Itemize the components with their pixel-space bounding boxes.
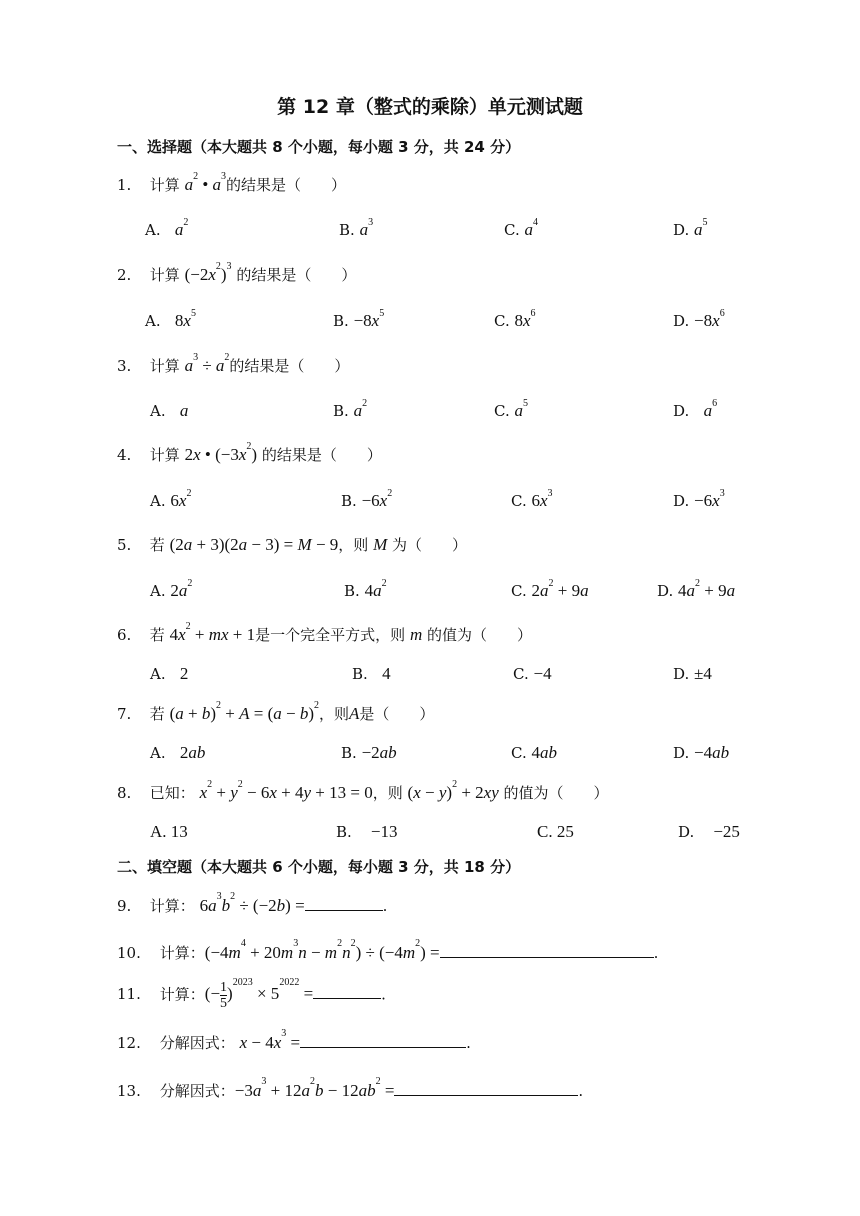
option-d[interactable]: D. ±4 xyxy=(673,664,712,683)
question-number: 2. xyxy=(117,266,132,284)
option-letter: A. xyxy=(150,402,166,420)
option-c[interactable]: C. $6x^3$ xyxy=(511,488,553,510)
question-text: 的值为（ ） xyxy=(427,626,533,644)
option-letter: B. xyxy=(333,312,349,330)
question-5: 5. 若 (2a + 3)(2a − 3) = M − 9，则 M 为（ ） xyxy=(117,535,468,554)
math-expression: $(-2x^2)^3$ xyxy=(184,261,232,284)
option-letter: D. xyxy=(673,221,690,239)
option-letter: D. xyxy=(673,312,690,330)
question-11: 11. 计算：(− $\frac{1}{5}$ )$^{2023} \times 5^{2022}$ = . xyxy=(117,977,386,1011)
option-a[interactable]: A. $2a^2$ xyxy=(150,578,193,600)
question-3 xyxy=(117,352,350,376)
question-number: 8. xyxy=(117,784,132,802)
math-expression: $a^3 \div a^2$ xyxy=(184,352,230,375)
question-text: 分解因式： xyxy=(159,1034,235,1052)
option-letter: D. xyxy=(673,665,690,683)
question-text: 计算 xyxy=(149,357,180,375)
math-expression: $x - 4x^3$ = xyxy=(239,1028,301,1052)
option-letter: A. xyxy=(150,492,166,510)
option-c[interactable]: C. 25 xyxy=(537,822,574,841)
question-text: 是一个完全平方式，则 xyxy=(255,626,406,644)
math-expression: $-3a^3 + 12a^2b - 12ab^2$ = xyxy=(234,1076,395,1100)
question-text: ，则 xyxy=(319,705,350,723)
answer-blank[interactable] xyxy=(313,982,381,999)
option-letter: C. xyxy=(513,665,529,683)
option-letter: D. xyxy=(673,402,690,420)
option-b[interactable]: B. $-8x^5$ xyxy=(333,308,385,330)
page-title: 第 12 章（整式的乘除）单元测试题 xyxy=(277,96,583,118)
option-a[interactable]: A. a xyxy=(150,401,189,420)
question-13: 13. 分解因式：$-3a^3 + 12a^2b - 12ab^2$ = . xyxy=(117,1076,584,1100)
option-b[interactable]: B. −2ab xyxy=(341,743,397,762)
question-text: 已知： xyxy=(149,784,195,802)
math-expression: $a^2$ • $a^3$ xyxy=(184,171,227,194)
option-b[interactable]: B. $a^2$ xyxy=(333,398,368,420)
option-letter: D. xyxy=(673,492,690,510)
option-b[interactable]: B. $-6x^2$ xyxy=(341,488,393,510)
option-letter: B. xyxy=(352,665,368,683)
question-number: 6. xyxy=(117,626,132,644)
question-7: 7. 若 $(a + b)^2 + A = (a - b)^2$，则A是（ ） xyxy=(117,700,435,723)
option-letter: B. xyxy=(336,823,352,841)
option-a[interactable]: A. 2 xyxy=(150,664,189,683)
answer-blank[interactable] xyxy=(394,1079,578,1096)
option-letter: C. xyxy=(511,744,527,762)
math-expression: $x^2 + y^2 - 6x + 4y + 13 = 0$ xyxy=(199,779,373,802)
question-text: 计算： xyxy=(159,944,205,962)
option-letter: B. xyxy=(344,582,360,600)
option-d[interactable]: D. $-6x^3$ xyxy=(673,488,725,510)
option-letter: B. xyxy=(341,744,357,762)
math-expression: 2x • $(-3x^2)$ xyxy=(184,441,258,464)
question-8: 8. 已知： $x^2 + y^2 - 6x + 4y + 13 = 0$，则 $(x - y)^2 + 2xy$ 的值为（ ） xyxy=(117,779,609,802)
question-number: 7. xyxy=(117,705,132,723)
question-10: 10. 计算：$(-4m^4 + 20m^3n - m^2n^2) \div (-4m^2)$ = . xyxy=(117,938,659,962)
option-letter: A. xyxy=(145,312,161,330)
option-letter: D. xyxy=(657,582,674,600)
option-letter: D. xyxy=(673,744,690,762)
question-number: 12. xyxy=(117,1034,141,1052)
question-number: 4. xyxy=(117,446,132,464)
option-a[interactable]: A. $6x^2$ xyxy=(150,488,192,510)
option-a[interactable]: A. 2ab xyxy=(150,743,206,762)
section-heading-choice: 一、选择题（本大题共 8 个小题，每小题 3 分，共 24 分） xyxy=(117,138,521,156)
question-number: 5. xyxy=(117,536,132,554)
math-expression: $4x^2$ + mx + 1 xyxy=(169,621,256,644)
question-text: 的结果是（ ） xyxy=(229,357,350,375)
question-12: 12. 分解因式： $x - 4x^3$ = . xyxy=(117,1028,471,1052)
section-heading-fill: 二、填空题（本大题共 6 个小题，每小题 3 分，共 18 分） xyxy=(117,858,521,876)
question-number: 1. xyxy=(117,176,132,194)
option-c[interactable]: C. −4 xyxy=(513,664,552,683)
question-number: 10. xyxy=(117,944,141,962)
option-d[interactable]: D. $a^6$ xyxy=(673,398,718,420)
option-d[interactable]: D. −4ab xyxy=(673,743,730,762)
option-letter: B. xyxy=(333,402,349,420)
question-number: 11. xyxy=(117,985,141,1004)
question-9: 9. 计算： $6a^3b^2 \div (-2b)$ = . xyxy=(117,891,388,915)
option-a[interactable]: A. $a^2$ xyxy=(145,217,189,239)
question-1 xyxy=(117,171,347,195)
answer-blank[interactable] xyxy=(300,1031,466,1048)
option-c[interactable]: C. $a^5$ xyxy=(494,398,528,420)
option-letter: C. xyxy=(511,492,527,510)
question-text: 若 xyxy=(149,705,165,723)
answer-blank[interactable] xyxy=(305,894,383,911)
option-letter: C. xyxy=(494,402,510,420)
option-b[interactable]: B. −13 xyxy=(336,822,398,841)
option-b[interactable]: B. $4a^2$ xyxy=(344,578,387,600)
math-expression: $(-4m^4 + 20m^3n - m^2n^2) \div (-4m^2)$ = xyxy=(204,938,440,962)
option-d[interactable]: D. $4a^2 + 9a$ xyxy=(657,578,736,600)
option-b[interactable]: B. $a^3$ xyxy=(339,217,374,239)
question-2 xyxy=(117,261,357,285)
question-number: 13. xyxy=(117,1082,141,1100)
question-text: 若 xyxy=(149,626,165,644)
option-letter: D. xyxy=(678,823,695,841)
option-c[interactable]: C. 4ab xyxy=(511,743,557,762)
question-6: 6. 若 $4x^2$ + mx + 1是一个完全平方式，则 m 的值为（ ） xyxy=(117,621,533,644)
question-text: 的结果是（ ） xyxy=(226,176,347,194)
option-letter: C. xyxy=(511,582,527,600)
question-text: 的值为（ ） xyxy=(503,784,609,802)
question-number: 9. xyxy=(117,897,132,915)
question-text: 计算 xyxy=(149,446,180,464)
math-expression: (− $\frac{1}{5}$ )$^{2023} \times 5^{2022}$ = xyxy=(204,977,314,1011)
option-c[interactable]: C. $a^4$ xyxy=(504,217,538,239)
option-letter: B. xyxy=(341,492,357,510)
question-text: 计算： xyxy=(149,897,195,915)
math-expression: $(a + b)^2 + A = (a - b)^2$ xyxy=(169,700,320,723)
question-text: 为（ ） xyxy=(392,536,468,554)
option-letter: C. xyxy=(504,221,520,239)
question-4 xyxy=(117,441,382,465)
question-text: 是（ ） xyxy=(359,705,435,723)
option-letter: A. xyxy=(150,744,166,762)
math-expression: (2a + 3)(2a − 3) = M − 9 xyxy=(169,535,339,554)
option-c[interactable]: C. $8x^6$ xyxy=(494,308,536,330)
question-text: 若 xyxy=(149,536,165,554)
option-c[interactable]: C. $2a^2 + 9a$ xyxy=(511,578,589,600)
option-d[interactable]: D. −25 xyxy=(678,822,740,841)
option-a[interactable]: A. 13 xyxy=(150,822,188,841)
answer-blank[interactable] xyxy=(440,941,654,958)
question-text: 的结果是（ ） xyxy=(261,446,382,464)
question-text: 计算 xyxy=(149,266,180,284)
option-a[interactable]: A. $8x^5$ xyxy=(145,308,196,330)
question-text: 的结果是（ ） xyxy=(236,266,357,284)
option-letter: C. xyxy=(494,312,510,330)
question-text: 计算： xyxy=(159,985,205,1004)
option-letter: A. xyxy=(150,582,166,600)
question-text: ，则 xyxy=(372,784,403,802)
option-d[interactable]: D. $a^5$ xyxy=(673,217,708,239)
question-number: 3. xyxy=(117,357,132,375)
option-b[interactable]: B. 4 xyxy=(352,664,391,683)
option-letter: B. xyxy=(339,221,355,239)
option-d[interactable]: D. $-8x^6$ xyxy=(673,308,725,330)
question-text: ，则 xyxy=(338,536,369,554)
question-text: 分解因式： xyxy=(159,1082,235,1100)
option-letter: A. xyxy=(145,221,161,239)
option-letter: A. xyxy=(150,665,166,683)
question-text: 计算 xyxy=(149,176,180,194)
math-expression: $6a^3b^2 \div (-2b)$ = xyxy=(199,891,305,915)
